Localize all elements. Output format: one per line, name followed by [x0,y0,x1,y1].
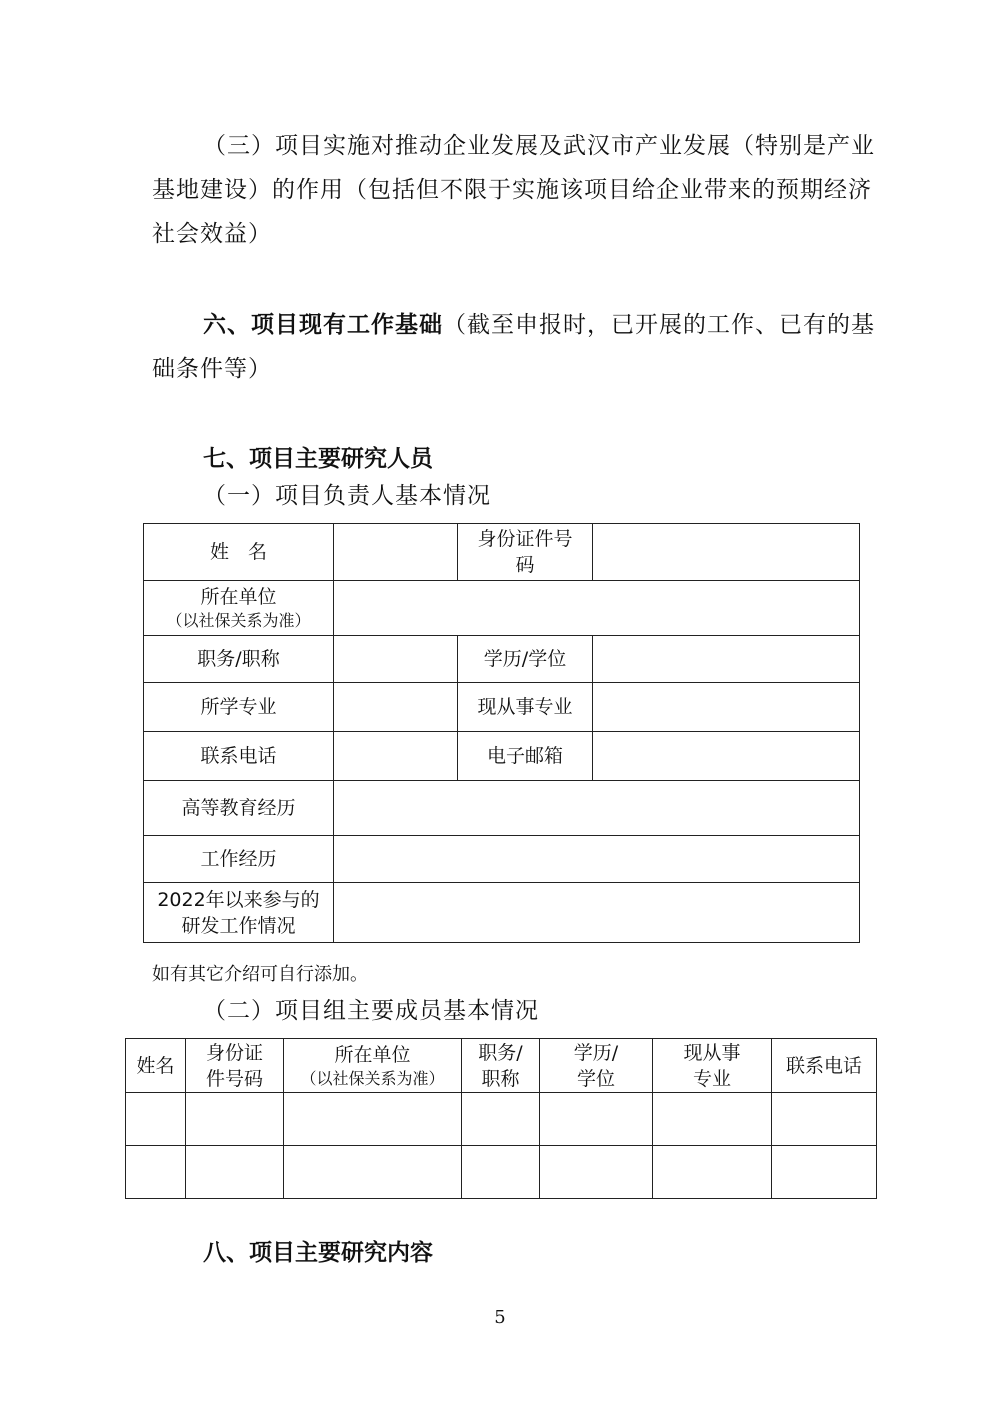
header-position-line2: 职称 [481,1067,520,1090]
value-work[interactable] [334,836,860,883]
header-id [186,1039,284,1093]
header-id-line1: 身份证 [205,1041,263,1064]
header-position-line1: 职务/ [478,1041,523,1064]
section7-sub2: （二）项目组主要成员基本情况 [203,998,539,1024]
value-current-major[interactable] [593,683,860,732]
label-id [458,524,593,581]
header-phone: 联系电话 [772,1039,877,1093]
table-row [126,1093,877,1146]
members-table [125,1038,877,1199]
label-position: 职务/职称 [144,636,334,683]
value-degree[interactable] [593,636,860,683]
table-note: 如有其它介绍可自行添加。 [152,964,368,985]
header-major-line2: 专业 [692,1067,731,1090]
label-rd-line2: 研发工作情况 [181,914,296,937]
value-major[interactable] [334,683,458,732]
header-degree-line1: 学历/ [573,1041,619,1064]
label-major: 所学专业 [144,683,334,732]
label-current-major: 现从事专业 [458,683,593,732]
value-id[interactable] [593,524,860,581]
cell[interactable] [126,1146,186,1199]
cell[interactable] [653,1146,772,1199]
header-name: 姓名 [126,1039,186,1093]
section6-line1 [203,303,875,347]
header-position [462,1039,540,1093]
label-id-line2: 码 [515,554,535,576]
label-rd [144,883,334,943]
cell[interactable] [462,1146,540,1199]
label-email: 电子邮箱 [458,732,593,781]
value-unit[interactable] [334,581,860,636]
cell[interactable] [284,1093,462,1146]
value-phone[interactable] [334,732,458,781]
label-rd-line1: 2022年以来参与的 [157,888,320,911]
cell[interactable] [126,1093,186,1146]
cell[interactable] [284,1146,462,1199]
value-position[interactable] [334,636,458,683]
header-unit [284,1039,462,1093]
cell[interactable] [653,1093,772,1146]
section6-desc1: （截至申报时，已开展的工作、已有的基 [443,312,875,338]
section3-line3: 社会效益） [152,221,272,247]
header-id-line2: 件号码 [205,1067,263,1090]
label-unit [144,581,334,636]
value-education[interactable] [334,781,860,836]
value-email[interactable] [593,732,860,781]
section3-line1: （三）项目实施对推动企业发展及武汉市产业发展（特别是产业 [203,133,875,159]
label-work: 工作经历 [144,836,334,883]
section3-line2: 基地建设）的作用（包括但不限于实施该项目给企业带来的预期经济 [152,177,872,203]
label-phone: 联系电话 [144,732,334,781]
value-name[interactable] [334,524,458,581]
section6-title: 六、项目现有工作基础 [203,312,443,338]
label-id-line1: 身份证件号 [477,528,573,550]
label-education: 高等教育经历 [144,781,334,836]
cell[interactable] [462,1093,540,1146]
label-unit-main: 所在单位 [200,586,277,608]
leader-info-table [143,523,860,943]
cell[interactable] [186,1146,284,1199]
header-major-line1: 现从事 [683,1041,741,1064]
header-degree [540,1039,653,1093]
page-number: 5 [494,1307,506,1328]
header-unit-line2: （以社保关系为准） [300,1068,445,1088]
label-unit-note: （以社保关系为准） [166,611,311,630]
cell[interactable] [540,1146,653,1199]
cell[interactable] [540,1093,653,1146]
header-degree-line2: 学位 [576,1067,615,1090]
label-name: 姓 名 [144,524,334,581]
value-rd[interactable] [334,883,860,943]
section6-desc2: 础条件等） [152,356,272,382]
table-row [126,1146,877,1199]
section8-title: 八、项目主要研究内容 [203,1240,433,1266]
cell[interactable] [186,1093,284,1146]
header-unit-line1: 所在单位 [334,1043,411,1066]
cell[interactable] [772,1093,877,1146]
cell[interactable] [772,1146,877,1199]
header-major [653,1039,772,1093]
label-degree: 学历/学位 [458,636,593,683]
section7-sub1: （一）项目负责人基本情况 [203,483,491,509]
section7-title: 七、项目主要研究人员 [203,446,433,472]
